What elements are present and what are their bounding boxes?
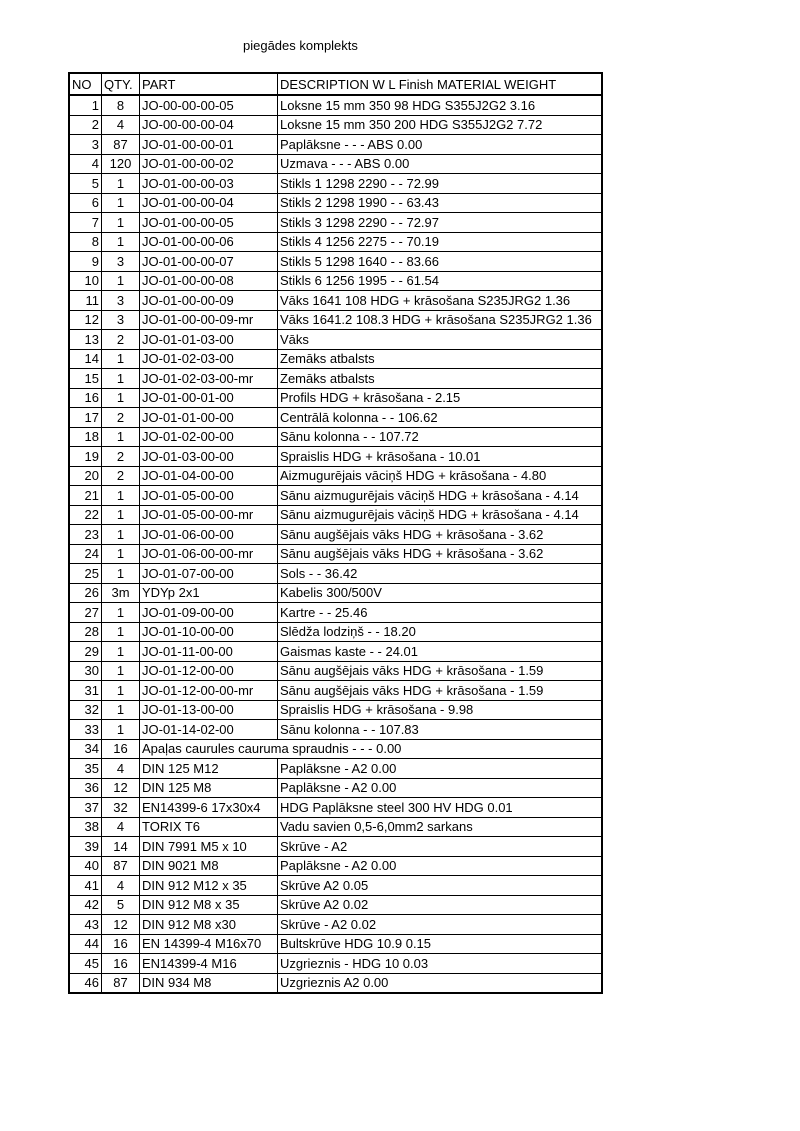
row-no: 17 xyxy=(69,408,102,428)
row-no: 40 xyxy=(69,856,102,876)
row-description: Spraislis HDG + krāsošana - 9.98 xyxy=(278,700,603,720)
row-description: Kabelis 300/500V xyxy=(278,583,603,603)
row-qty: 1 xyxy=(102,232,140,252)
row-description: Sānu kolonna - - 107.72 xyxy=(278,427,603,447)
row-description: Skrūve - A2 xyxy=(278,837,603,857)
table-row xyxy=(69,95,602,115)
row-description: Loksne 15 mm 350 98 HDG S355J2G2 3.16 xyxy=(278,95,603,115)
table-row xyxy=(69,486,602,506)
row-part: JO-01-09-00-00 xyxy=(140,603,278,623)
row-description: Sānu aizmugurējais vāciņš HDG + krāsošana - 4.14 xyxy=(278,505,603,525)
table-row xyxy=(69,661,602,681)
row-no: 15 xyxy=(69,369,102,389)
row-part: JO-01-00-00-04 xyxy=(140,193,278,213)
row-description: Stikls 3 1298 2290 - - 72.97 xyxy=(278,213,603,233)
row-no: 32 xyxy=(69,700,102,720)
row-qty: 1 xyxy=(102,505,140,525)
row-description: Sols - - 36.42 xyxy=(278,564,603,584)
row-part: JO-01-00-00-08 xyxy=(140,271,278,291)
table-row xyxy=(69,759,602,779)
row-description: Uzmava - - - ABS 0.00 xyxy=(278,154,603,174)
row-part: EN 14399-4 M16x70 xyxy=(140,934,278,954)
row-description: Profils HDG + krāsošana - 2.15 xyxy=(278,388,603,408)
row-part: JO-01-12-00-00-mr xyxy=(140,681,278,701)
row-no: 38 xyxy=(69,817,102,837)
row-qty: 1 xyxy=(102,603,140,623)
row-part: JO-01-00-01-00 xyxy=(140,388,278,408)
row-no: 35 xyxy=(69,759,102,779)
row-qty: 1 xyxy=(102,427,140,447)
row-no: 11 xyxy=(69,291,102,311)
row-part: JO-01-07-00-00 xyxy=(140,564,278,584)
row-no: 28 xyxy=(69,622,102,642)
table-row xyxy=(69,817,602,837)
row-part: DIN 9021 M8 xyxy=(140,856,278,876)
row-description: Kartre - - 25.46 xyxy=(278,603,603,623)
row-no: 9 xyxy=(69,252,102,272)
table-row xyxy=(69,154,602,174)
row-no: 30 xyxy=(69,661,102,681)
row-no: 14 xyxy=(69,349,102,369)
row-no: 7 xyxy=(69,213,102,233)
table-row xyxy=(69,505,602,525)
row-part: JO-01-02-03-00 xyxy=(140,349,278,369)
row-part: JO-01-11-00-00 xyxy=(140,642,278,662)
table-row xyxy=(69,115,602,135)
table-row xyxy=(69,934,602,954)
row-qty: 1 xyxy=(102,174,140,194)
row-description: Zemāks atbalsts xyxy=(278,369,603,389)
table-row xyxy=(69,876,602,896)
row-no: 1 xyxy=(69,95,102,115)
row-part: YDYp 2x1 xyxy=(140,583,278,603)
row-no: 6 xyxy=(69,193,102,213)
row-part: JO-01-01-00-00 xyxy=(140,408,278,428)
row-no: 23 xyxy=(69,525,102,545)
row-description: Stikls 1 1298 2290 - - 72.99 xyxy=(278,174,603,194)
row-part: JO-01-00-00-09-mr xyxy=(140,310,278,330)
row-qty: 1 xyxy=(102,544,140,564)
row-qty: 3 xyxy=(102,252,140,272)
row-qty: 4 xyxy=(102,817,140,837)
row-part: EN14399-4 M16 xyxy=(140,954,278,974)
row-description: Sānu augšējais vāks HDG + krāsošana - 3.62 xyxy=(278,525,603,545)
row-qty: 3 xyxy=(102,291,140,311)
row-description: Skrūve A2 0.05 xyxy=(278,876,603,896)
row-part: Apaļas caurules cauruma spraudnis - - - 0.00 xyxy=(140,739,603,759)
row-no: 46 xyxy=(69,973,102,993)
table-row xyxy=(69,622,602,642)
table-header-row xyxy=(69,73,602,95)
table-row xyxy=(69,388,602,408)
row-no: 22 xyxy=(69,505,102,525)
row-part: DIN 912 M12 x 35 xyxy=(140,876,278,896)
row-part: JO-00-00-00-04 xyxy=(140,115,278,135)
row-description: Vāks xyxy=(278,330,603,350)
row-description: Centrālā kolonna - - 106.62 xyxy=(278,408,603,428)
table-body xyxy=(69,95,602,993)
row-no: 21 xyxy=(69,486,102,506)
header-description: DESCRIPTION W L Finish MATERIAL WEIGHT xyxy=(278,73,603,95)
row-no: 43 xyxy=(69,915,102,935)
row-qty: 1 xyxy=(102,700,140,720)
row-qty: 1 xyxy=(102,369,140,389)
row-part: JO-01-03-00-00 xyxy=(140,447,278,467)
row-part: JO-01-06-00-00-mr xyxy=(140,544,278,564)
row-part: JO-00-00-00-05 xyxy=(140,95,278,115)
row-qty: 1 xyxy=(102,622,140,642)
table-row xyxy=(69,291,602,311)
row-description: Paplāksne - A2 0.00 xyxy=(278,856,603,876)
row-description: Stikls 4 1256 2275 - - 70.19 xyxy=(278,232,603,252)
row-no: 5 xyxy=(69,174,102,194)
row-qty: 1 xyxy=(102,349,140,369)
parts-table xyxy=(68,72,603,994)
table-row xyxy=(69,330,602,350)
table-row xyxy=(69,642,602,662)
row-no: 18 xyxy=(69,427,102,447)
table-row xyxy=(69,466,602,486)
row-qty: 1 xyxy=(102,720,140,740)
row-qty: 1 xyxy=(102,681,140,701)
table-row xyxy=(69,369,602,389)
table-row xyxy=(69,525,602,545)
row-part: JO-01-12-00-00 xyxy=(140,661,278,681)
row-description: Sānu aizmugurējais vāciņš HDG + krāsošana - 4.14 xyxy=(278,486,603,506)
row-qty: 4 xyxy=(102,876,140,896)
row-description: Skrūve - A2 0.02 xyxy=(278,915,603,935)
row-qty: 1 xyxy=(102,564,140,584)
header-qty: QTY. xyxy=(102,73,140,95)
row-part: JO-01-00-00-09 xyxy=(140,291,278,311)
row-part: JO-01-00-00-01 xyxy=(140,135,278,155)
row-no: 44 xyxy=(69,934,102,954)
row-qty: 87 xyxy=(102,973,140,993)
row-part: JO-01-00-00-07 xyxy=(140,252,278,272)
row-description: HDG Paplāksne steel 300 HV HDG 0.01 xyxy=(278,798,603,818)
table-row xyxy=(69,213,602,233)
row-description: Spraislis HDG + krāsošana - 10.01 xyxy=(278,447,603,467)
table-row xyxy=(69,954,602,974)
table-row xyxy=(69,837,602,857)
row-qty: 87 xyxy=(102,135,140,155)
row-no: 2 xyxy=(69,115,102,135)
table-row xyxy=(69,603,602,623)
row-qty: 32 xyxy=(102,798,140,818)
table-row xyxy=(69,681,602,701)
row-qty: 4 xyxy=(102,115,140,135)
table-row xyxy=(69,895,602,915)
row-description: Stikls 2 1298 1990 - - 63.43 xyxy=(278,193,603,213)
row-qty: 2 xyxy=(102,330,140,350)
row-no: 4 xyxy=(69,154,102,174)
table-row xyxy=(69,915,602,935)
row-part: JO-01-00-00-06 xyxy=(140,232,278,252)
row-part: JO-01-14-02-00 xyxy=(140,720,278,740)
row-part: JO-01-06-00-00 xyxy=(140,525,278,545)
row-qty: 2 xyxy=(102,466,140,486)
row-description: Sānu kolonna - - 107.83 xyxy=(278,720,603,740)
table-row xyxy=(69,408,602,428)
row-qty: 12 xyxy=(102,915,140,935)
row-no: 31 xyxy=(69,681,102,701)
table-row xyxy=(69,271,602,291)
table-row xyxy=(69,583,602,603)
table-row xyxy=(69,349,602,369)
row-part: DIN 934 M8 xyxy=(140,973,278,993)
row-part: JO-01-13-00-00 xyxy=(140,700,278,720)
row-part: DIN 125 M8 xyxy=(140,778,278,798)
row-description: Aizmugurējais vāciņš HDG + krāsošana - 4.80 xyxy=(278,466,603,486)
table-row xyxy=(69,135,602,155)
row-no: 33 xyxy=(69,720,102,740)
row-part: JO-01-01-03-00 xyxy=(140,330,278,350)
row-part: DIN 912 M8 x 35 xyxy=(140,895,278,915)
row-no: 13 xyxy=(69,330,102,350)
row-qty: 4 xyxy=(102,759,140,779)
row-no: 24 xyxy=(69,544,102,564)
row-part: JO-01-05-00-00-mr xyxy=(140,505,278,525)
row-description: Vāks 1641.2 108.3 HDG + krāsošana S235JRG2 1.36 xyxy=(278,310,603,330)
row-qty: 1 xyxy=(102,193,140,213)
row-description: Slēdža lodziņš - - 18.20 xyxy=(278,622,603,642)
table-row xyxy=(69,856,602,876)
row-qty: 2 xyxy=(102,408,140,428)
row-description: Loksne 15 mm 350 200 HDG S355J2G2 7.72 xyxy=(278,115,603,135)
row-description: Sānu augšējais vāks HDG + krāsošana - 3.62 xyxy=(278,544,603,564)
row-qty: 5 xyxy=(102,895,140,915)
row-qty: 14 xyxy=(102,837,140,857)
header-part: PART xyxy=(140,73,278,95)
row-description: Bultskrūve HDG 10.9 0.15 xyxy=(278,934,603,954)
row-description: Sānu augšējais vāks HDG + krāsošana - 1.59 xyxy=(278,661,603,681)
row-qty: 87 xyxy=(102,856,140,876)
row-no: 37 xyxy=(69,798,102,818)
row-qty: 1 xyxy=(102,271,140,291)
row-description: Uzgrieznis A2 0.00 xyxy=(278,973,603,993)
document-title: piegādes komplekts xyxy=(243,38,358,53)
row-qty: 1 xyxy=(102,642,140,662)
table-row xyxy=(69,700,602,720)
row-no: 3 xyxy=(69,135,102,155)
row-qty: 16 xyxy=(102,934,140,954)
row-description: Gaismas kaste - - 24.01 xyxy=(278,642,603,662)
row-no: 45 xyxy=(69,954,102,974)
header-no: NO xyxy=(69,73,102,95)
row-description: Vāks 1641 108 HDG + krāsošana S235JRG2 1.36 xyxy=(278,291,603,311)
row-description: Zemāks atbalsts xyxy=(278,349,603,369)
row-part: JO-01-00-00-02 xyxy=(140,154,278,174)
row-part: JO-01-02-00-00 xyxy=(140,427,278,447)
table-row xyxy=(69,544,602,564)
row-description: Sānu augšējais vāks HDG + krāsošana - 1.59 xyxy=(278,681,603,701)
table-row xyxy=(69,174,602,194)
row-qty: 16 xyxy=(102,954,140,974)
row-no: 34 xyxy=(69,739,102,759)
row-no: 19 xyxy=(69,447,102,467)
table-row xyxy=(69,564,602,584)
row-description: Paplāksne - A2 0.00 xyxy=(278,759,603,779)
row-qty: 2 xyxy=(102,447,140,467)
row-qty: 1 xyxy=(102,388,140,408)
row-qty: 120 xyxy=(102,154,140,174)
table-row xyxy=(69,252,602,272)
row-no: 41 xyxy=(69,876,102,896)
row-no: 12 xyxy=(69,310,102,330)
row-part: JO-01-04-00-00 xyxy=(140,466,278,486)
row-description: Uzgrieznis - HDG 10 0.03 xyxy=(278,954,603,974)
row-part: TORIX T6 xyxy=(140,817,278,837)
row-part: JO-01-00-00-05 xyxy=(140,213,278,233)
row-no: 8 xyxy=(69,232,102,252)
row-qty: 3m xyxy=(102,583,140,603)
row-part: JO-01-10-00-00 xyxy=(140,622,278,642)
row-qty: 1 xyxy=(102,486,140,506)
row-no: 20 xyxy=(69,466,102,486)
row-no: 16 xyxy=(69,388,102,408)
row-qty: 1 xyxy=(102,525,140,545)
row-part: JO-01-00-00-03 xyxy=(140,174,278,194)
table-row xyxy=(69,973,602,993)
row-description: Paplāksne - - - ABS 0.00 xyxy=(278,135,603,155)
table-row xyxy=(69,447,602,467)
row-qty: 1 xyxy=(102,661,140,681)
table-row xyxy=(69,232,602,252)
row-qty: 3 xyxy=(102,310,140,330)
row-part: JO-01-05-00-00 xyxy=(140,486,278,506)
row-part: EN14399-6 17x30x4 xyxy=(140,798,278,818)
row-no: 26 xyxy=(69,583,102,603)
row-no: 25 xyxy=(69,564,102,584)
row-part: DIN 7991 M5 x 10 xyxy=(140,837,278,857)
table-row xyxy=(69,798,602,818)
row-description: Vadu savien 0,5-6,0mm2 sarkans xyxy=(278,817,603,837)
row-description: Skrūve A2 0.02 xyxy=(278,895,603,915)
row-no: 10 xyxy=(69,271,102,291)
table-row xyxy=(69,739,602,759)
table-row xyxy=(69,778,602,798)
row-no: 42 xyxy=(69,895,102,915)
table-row xyxy=(69,720,602,740)
row-qty: 12 xyxy=(102,778,140,798)
row-qty: 8 xyxy=(102,95,140,115)
table-row xyxy=(69,427,602,447)
row-no: 39 xyxy=(69,837,102,857)
row-qty: 16 xyxy=(102,739,140,759)
row-part: DIN 912 M8 x30 xyxy=(140,915,278,935)
table-row xyxy=(69,310,602,330)
row-no: 27 xyxy=(69,603,102,623)
row-part: DIN 125 M12 xyxy=(140,759,278,779)
row-part: JO-01-02-03-00-mr xyxy=(140,369,278,389)
row-no: 29 xyxy=(69,642,102,662)
row-qty: 1 xyxy=(102,213,140,233)
row-no: 36 xyxy=(69,778,102,798)
row-description: Paplāksne - A2 0.00 xyxy=(278,778,603,798)
table-row xyxy=(69,193,602,213)
row-description: Stikls 6 1256 1995 - - 61.54 xyxy=(278,271,603,291)
row-description: Stikls 5 1298 1640 - - 83.66 xyxy=(278,252,603,272)
